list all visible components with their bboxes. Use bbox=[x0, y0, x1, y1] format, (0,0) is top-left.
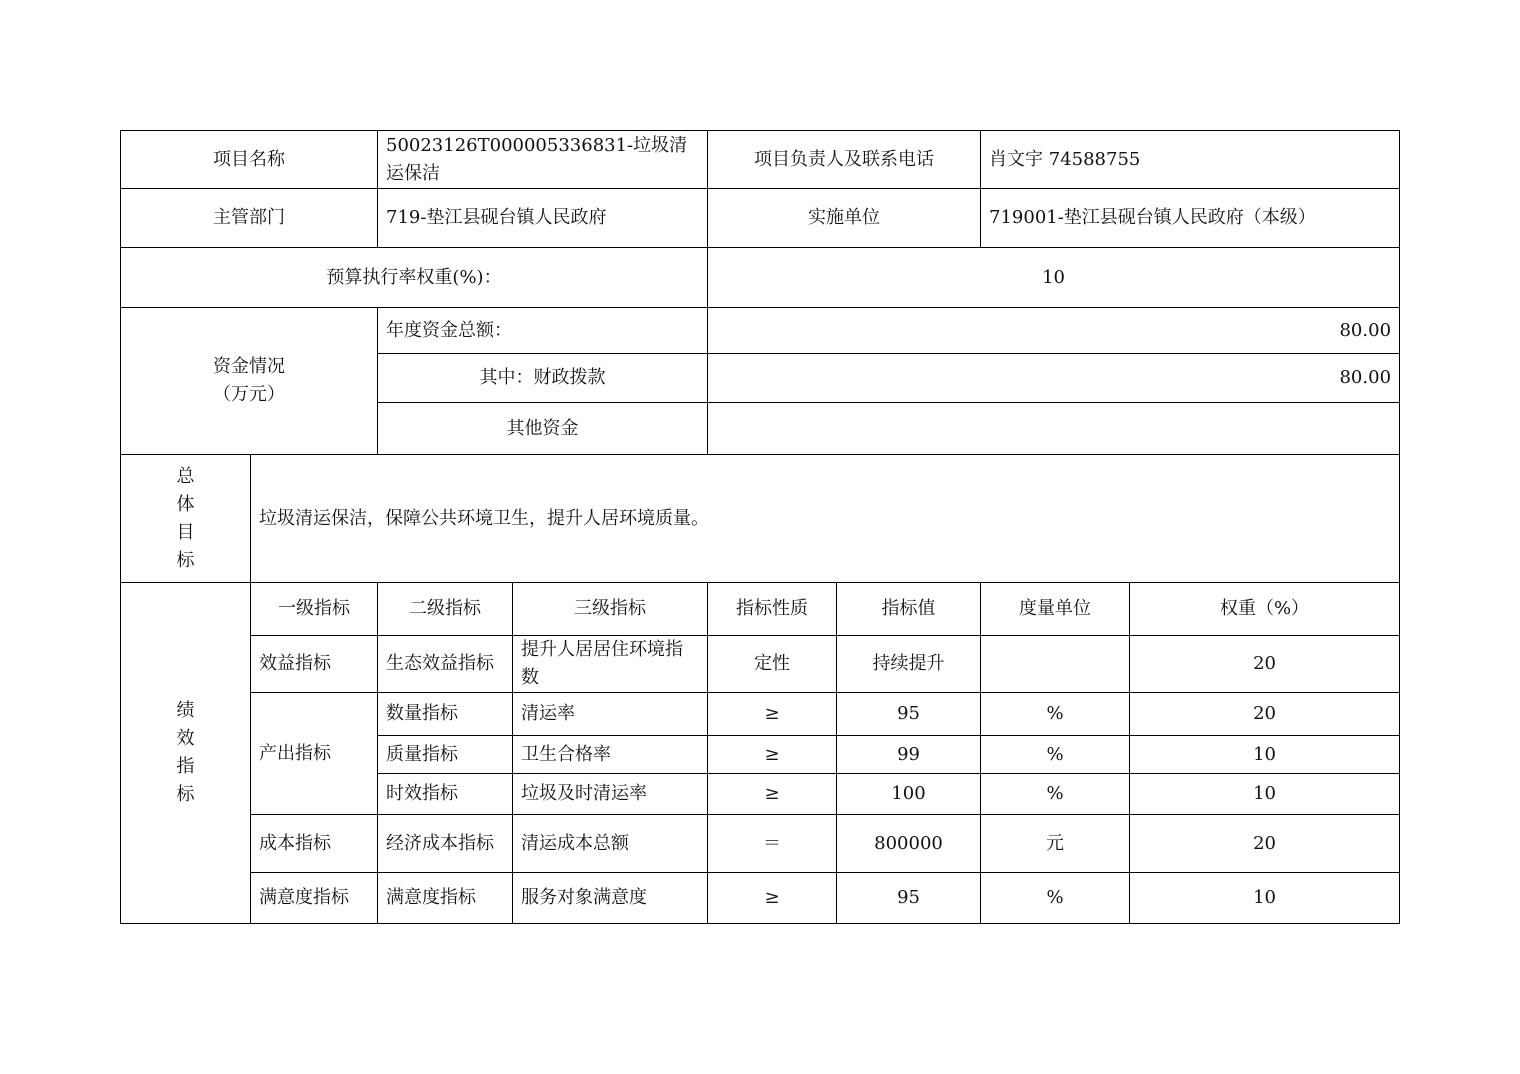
dept-value: 719-垫江县砚台镇人民政府 bbox=[378, 189, 708, 248]
performance-label bbox=[121, 583, 251, 924]
col-header-level1: 一级指标 bbox=[251, 583, 378, 636]
level3-cell: 清运率 bbox=[513, 693, 708, 736]
col-header-level3: 三级指标 bbox=[513, 583, 708, 636]
row-project-name bbox=[121, 131, 1400, 189]
table-row bbox=[121, 636, 1400, 693]
goal-label bbox=[121, 455, 251, 583]
other-funds-label: 其他资金 bbox=[378, 403, 708, 455]
unit-cell: % bbox=[981, 774, 1130, 815]
performance-label-char: 标 bbox=[176, 784, 195, 805]
row-overall-goal bbox=[121, 455, 1400, 583]
funds-label bbox=[121, 308, 378, 455]
level2-cell: 质量指标 bbox=[378, 736, 513, 774]
row-annual-total bbox=[121, 308, 1400, 354]
goal-label-char: 体 bbox=[176, 493, 195, 515]
row-indicator-header bbox=[121, 583, 1400, 636]
unit-cell: % bbox=[981, 693, 1130, 736]
nature-cell: ＝ bbox=[708, 815, 837, 873]
goal-label-char: 目 bbox=[176, 521, 195, 543]
level1-cell: 效益指标 bbox=[251, 636, 378, 693]
col-header-weight: 权重（%） bbox=[1130, 583, 1400, 636]
weight-cell: 20 bbox=[1130, 815, 1400, 873]
col-header-unit: 度量单位 bbox=[981, 583, 1130, 636]
nature-cell: ≥ bbox=[708, 693, 837, 736]
project-name-value: 50023126T000005336831-垃圾清运保洁 bbox=[378, 131, 708, 189]
level2-cell: 数量指标 bbox=[378, 693, 513, 736]
value-cell: 99 bbox=[837, 736, 981, 774]
unit-cell: % bbox=[981, 873, 1130, 924]
level1-cell: 产出指标 bbox=[251, 693, 378, 815]
nature-cell: ≥ bbox=[708, 736, 837, 774]
weight-cell: 10 bbox=[1130, 736, 1400, 774]
value-cell: 800000 bbox=[837, 815, 981, 873]
value-cell: 95 bbox=[837, 873, 981, 924]
impl-label: 实施单位 bbox=[708, 189, 981, 248]
funds-label-line2: （万元） bbox=[213, 384, 285, 405]
impl-value: 719001-垫江县砚台镇人民政府（本级） bbox=[981, 189, 1400, 248]
col-header-level2: 二级指标 bbox=[378, 583, 513, 636]
budget-rate-label: 预算执行率权重(%)： bbox=[121, 248, 708, 308]
level3-cell: 卫生合格率 bbox=[513, 736, 708, 774]
level2-cell: 时效指标 bbox=[378, 774, 513, 815]
project-name-label: 项目名称 bbox=[121, 131, 378, 189]
unit-cell bbox=[981, 636, 1130, 693]
fiscal-label: 其中：财政拨款 bbox=[378, 354, 708, 403]
fiscal-value: 80.00 bbox=[708, 354, 1400, 403]
performance-target-table bbox=[120, 130, 1400, 924]
col-header-nature: 指标性质 bbox=[708, 583, 837, 636]
owner-label: 项目负责人及联系电话 bbox=[708, 131, 981, 189]
value-cell: 100 bbox=[837, 774, 981, 815]
goal-text: 垃圾清运保洁，保障公共环境卫生，提升人居环境质量。 bbox=[251, 455, 1400, 583]
weight-cell: 10 bbox=[1130, 774, 1400, 815]
value-cell: 持续提升 bbox=[837, 636, 981, 693]
performance-label-char: 效 bbox=[176, 728, 195, 749]
nature-cell: ≥ bbox=[708, 873, 837, 924]
level3-cell: 清运成本总额 bbox=[513, 815, 708, 873]
weight-cell: 20 bbox=[1130, 636, 1400, 693]
nature-cell: ≥ bbox=[708, 774, 837, 815]
table-row bbox=[121, 873, 1400, 924]
unit-cell: % bbox=[981, 736, 1130, 774]
other-funds-value bbox=[708, 403, 1400, 455]
weight-cell: 10 bbox=[1130, 873, 1400, 924]
level3-cell: 提升人居居住环境指数 bbox=[513, 636, 708, 693]
annual-total-label: 年度资金总额： bbox=[378, 308, 708, 354]
value-cell: 95 bbox=[837, 693, 981, 736]
dept-label: 主管部门 bbox=[121, 189, 378, 248]
level2-cell: 经济成本指标 bbox=[378, 815, 513, 873]
annual-total-value: 80.00 bbox=[708, 308, 1400, 354]
col-header-value: 指标值 bbox=[837, 583, 981, 636]
funds-label-line1: 资金情况 bbox=[213, 356, 285, 377]
unit-cell: 元 bbox=[981, 815, 1130, 873]
goal-label-char: 总 bbox=[176, 465, 195, 487]
level2-cell: 生态效益指标 bbox=[378, 636, 513, 693]
table-row bbox=[121, 693, 1400, 736]
goal-label-char: 标 bbox=[176, 549, 195, 571]
row-budget-rate bbox=[121, 248, 1400, 308]
level1-cell: 成本指标 bbox=[251, 815, 378, 873]
performance-label-char: 绩 bbox=[176, 700, 195, 721]
level3-cell: 垃圾及时清运率 bbox=[513, 774, 708, 815]
performance-label-char: 指 bbox=[176, 756, 195, 777]
budget-rate-value: 10 bbox=[708, 248, 1400, 308]
level2-cell: 满意度指标 bbox=[378, 873, 513, 924]
row-department bbox=[121, 189, 1400, 248]
level1-cell: 满意度指标 bbox=[251, 873, 378, 924]
table-row bbox=[121, 815, 1400, 873]
level3-cell: 服务对象满意度 bbox=[513, 873, 708, 924]
nature-cell: 定性 bbox=[708, 636, 837, 693]
owner-value: 肖文宇 74588755 bbox=[981, 131, 1400, 189]
weight-cell: 20 bbox=[1130, 693, 1400, 736]
